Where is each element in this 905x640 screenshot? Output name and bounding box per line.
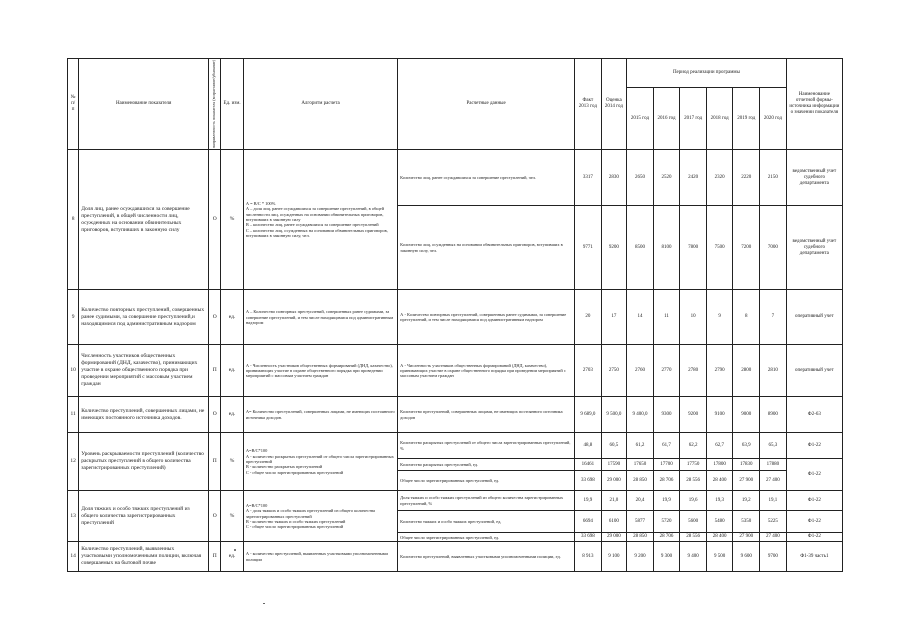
header-direction: направленность показателя (возрастание/убывание) [209, 59, 221, 150]
value-fact: 2703 [575, 345, 602, 397]
indicator-name: Доля лиц, ранее осуждавшихся за совершение преступлений, в общей численности лиц, осужденных на основании обвинительных приговоров, вступивших в законную силу [79, 150, 209, 290]
header-period: Период реализации программы [627, 59, 787, 88]
value-estimate: 60,5 [601, 433, 627, 459]
header-year: 2015 год [627, 88, 654, 150]
value-year: 28 850 [627, 471, 654, 491]
value-year: 2770 [653, 345, 680, 397]
header-year: 2020 год [760, 88, 787, 150]
value-year: 8500 [627, 206, 654, 290]
indicator-name: Уровень раскрываемости преступлений (количество раскрытых преступлений в общего количества зарегистрированных преступлений) [79, 433, 209, 491]
value-year: 28 400 [706, 533, 733, 542]
source-form: оперативный учет [786, 345, 842, 397]
header-calc-data: Расчетные данные [398, 59, 575, 150]
value-year: 7000 [760, 206, 787, 290]
value-year: 19,6 [680, 491, 707, 511]
value-year: 17700 [653, 459, 680, 471]
value-year: 28 556 [680, 533, 707, 542]
value-year: 17650 [627, 459, 654, 471]
calc-data: Количество преступлений, совершенных лицами, не имеющих постоянного источника доходов [398, 397, 575, 433]
calc-data: Количество тяжких и особо тяжких преступлений, ед. [398, 511, 575, 533]
value-year: 61,7 [653, 433, 680, 459]
value-year: 2150 [760, 150, 787, 206]
value-year: 9 400 [680, 542, 707, 572]
value-year: 28 400 [706, 471, 733, 491]
source-form: оперативный учет [786, 290, 842, 345]
row-number: 12 [68, 433, 79, 491]
header-year: 2017 год [680, 88, 707, 150]
indicator-algorithm: А=В/С*100 А - количество раскрытых преступлений от общего числа зарегистрированных преступлений В - количество раскрытых преступлений С - общее число зарегистрированных преступлений [243, 433, 397, 491]
table-row [68, 397, 843, 433]
value-year: 17750 [680, 459, 707, 471]
table-row [68, 345, 843, 397]
value-year: 9 300 [653, 542, 680, 572]
source-form: ведомственный учет судебного департамента [786, 150, 842, 206]
value-year: 27 900 [733, 533, 760, 542]
value-year: 17800 [706, 459, 733, 471]
table-row [68, 433, 843, 459]
value-year: 9000 [733, 397, 760, 433]
value-year: 2520 [653, 150, 680, 206]
value-fact: 19,9 [575, 491, 602, 511]
header-source: Наименование отчетной формы-источника информации о значении показателя [786, 59, 842, 150]
header-year: 2016 год [653, 88, 680, 150]
header-row-top [68, 59, 843, 88]
calc-data: Общее число зарегистрированных преступлений, ед. [398, 471, 575, 491]
value-estimate: 17 [601, 290, 627, 345]
value-year: 8 [733, 290, 760, 345]
row-number: 13 [68, 491, 79, 542]
value-year: 5720 [653, 511, 680, 533]
value-year: 5877 [627, 511, 654, 533]
value-fact: 20 [575, 290, 602, 345]
value-year: 5350 [733, 511, 760, 533]
value-estimate: 2750 [601, 345, 627, 397]
indicator-direction: О [209, 397, 221, 433]
value-estimate: 29 000 [601, 533, 627, 542]
value-year: 2810 [760, 345, 787, 397]
value-year: 9100 [706, 397, 733, 433]
value-year: 9300 [653, 397, 680, 433]
indicators-table [67, 58, 843, 572]
value-fact: 48,8 [575, 433, 602, 459]
value-year: 8100 [653, 206, 680, 290]
value-estimate: 2830 [601, 150, 627, 206]
table-row [68, 150, 843, 206]
calc-data: Количество раскрытых преступлений, ед. [398, 459, 575, 471]
value-year: 9 500 [706, 542, 733, 572]
value-year: 2650 [627, 150, 654, 206]
value-year: 65,3 [760, 433, 787, 459]
value-year: 2800 [733, 345, 760, 397]
table-row [68, 290, 843, 345]
value-estimate: 29 000 [601, 471, 627, 491]
value-year: 5600 [680, 511, 707, 533]
value-estimate: 9200 [601, 206, 627, 290]
table-row [68, 542, 843, 572]
value-estimate: 6100 [601, 511, 627, 533]
value-year: 28 706 [653, 533, 680, 542]
value-year: 5480 [706, 511, 733, 533]
value-year: 7200 [733, 206, 760, 290]
value-year: 7500 [706, 206, 733, 290]
value-year: 19,3 [706, 491, 733, 511]
calc-data: А - Численность участников общественных формирований (ДНД, казачество), принимающих участие в охране общественного порядка при проведении мероприятий с массовым участием граждан [398, 345, 575, 397]
indicator-algorithm: А - Численность участников общественных формирований (ДНД, казачество), принимающих участие в охране общественного порядка при проведении мероприятий с массовым участием граждан [243, 345, 397, 397]
value-estimate: 9 100 [601, 542, 627, 572]
indicator-algorithm: А = В/С * 100% А – доля лиц, ранее осуждавшихся за совершение преступлений, в общей численности лиц, осужденных на основании обвинительных приговоров, вступивших в законную силу В – количество лиц, ранее осуждавшихся за совершение преступлений С – количество лиц, осужденных на основании обвинительных приговоров, вступивших в законную силу, чел. [243, 150, 397, 290]
value-fact: 9771 [575, 206, 602, 290]
value-year: 9 [706, 290, 733, 345]
header-year: 2019 год [733, 88, 760, 150]
source-form: Ф1-22 [786, 533, 842, 542]
value-fact: 3317 [575, 150, 602, 206]
calc-data: Количество лиц, ранее осуждавшихся за совершение преступлений, чел. [398, 150, 575, 206]
value-year: 7800 [680, 206, 707, 290]
value-year: 27 400 [760, 471, 787, 491]
header-fact: Факт 2013 год [575, 59, 602, 150]
header-name: Наименование показателя [79, 59, 209, 150]
value-estimate: 17590 [601, 459, 627, 471]
value-year: 27 900 [733, 471, 760, 491]
value-year: 9 600 [733, 542, 760, 572]
value-year: 19,2 [733, 491, 760, 511]
calc-data: Количество преступлений, выявленных участковыми уполномоченными полиции, ед. [398, 542, 575, 572]
source-form: Ф1-39 часть1 [786, 542, 842, 572]
indicator-direction: О [209, 290, 221, 345]
source-form: Ф2-63 [786, 397, 842, 433]
source-form: ведомственный учет судебного департамента [786, 206, 842, 290]
value-year: 28 850 [627, 533, 654, 542]
header-algorithm: Алгоритм расчета [243, 59, 397, 150]
header-estimate: Оценка 2014 год [601, 59, 627, 150]
scan-speck [234, 549, 236, 551]
value-year: 10 [680, 290, 707, 345]
indicator-unit: ед. [221, 397, 243, 433]
value-year: 27 400 [760, 533, 787, 542]
source-form: Ф1-22 [786, 459, 842, 491]
value-year: 9200 [680, 397, 707, 433]
value-year: 2220 [733, 150, 760, 206]
value-year: 14 [627, 290, 654, 345]
value-year: 2780 [680, 345, 707, 397]
value-estimate: 21,0 [601, 491, 627, 511]
value-year: 11 [653, 290, 680, 345]
indicator-unit: % [221, 150, 243, 290]
value-year: 19,1 [760, 491, 787, 511]
value-year: 19,9 [653, 491, 680, 511]
indicator-direction: О [209, 491, 221, 542]
value-year: 20,4 [627, 491, 654, 511]
source-form: Ф1-22 [786, 433, 842, 459]
header-no: № п/п [68, 59, 79, 150]
value-year: 9 400,0 [627, 397, 654, 433]
calc-data: Количество раскрытых преступлений от общего числа зарегистрированных преступлений, % [398, 433, 575, 459]
value-year: 17830 [733, 459, 760, 471]
value-fact: 33 698 [575, 471, 602, 491]
indicator-algorithm: А=В/С*100 А - доля тяжких и особо тяжких преступлений из общего количества зарегистрированных преступлений В - количество тяжких и особо тяжких преступлений С - общее число зарегистрированных преступлений [243, 491, 397, 542]
value-year: 17880 [760, 459, 787, 471]
value-year: 7 [760, 290, 787, 345]
indicator-name: Количество преступлений, совершенных лицами, не имеющих постоянного источника доходов. [79, 397, 209, 433]
indicator-unit: % [221, 491, 243, 542]
value-fact: 33 698 [575, 533, 602, 542]
row-number: 10 [68, 345, 79, 397]
value-year: 62,7 [706, 433, 733, 459]
source-form: Ф1-22 [786, 491, 842, 511]
indicator-name: Доля тяжких и особо тяжких преступлений из общего количества зарегистрированных преступлений [79, 491, 209, 542]
value-year: 9 200 [627, 542, 654, 572]
row-number: 9 [68, 290, 79, 345]
header-unit: Ед. изм. [221, 59, 243, 150]
value-year: 8900 [760, 397, 787, 433]
row-number: 8 [68, 150, 79, 290]
indicator-direction: П [209, 433, 221, 491]
value-year: 2320 [706, 150, 733, 206]
value-estimate: 9 500,0 [601, 397, 627, 433]
value-year: 63,9 [733, 433, 760, 459]
calc-data: Количество лиц, осужденных на основании обвинительных приговоров, вступивших в законную силу, чел. [398, 206, 575, 290]
source-form: Ф1-22 [786, 511, 842, 533]
value-year: 9700 [760, 542, 787, 572]
calc-data: Доля тяжких и особо тяжких преступлений из общего количества зарегистрированных преступлений, % [398, 491, 575, 511]
value-year: 62,2 [680, 433, 707, 459]
value-year: 2790 [706, 345, 733, 397]
indicator-direction: П [209, 345, 221, 397]
indicator-unit: % [221, 433, 243, 491]
row-number: 11 [68, 397, 79, 433]
indicator-unit: ед. [221, 542, 243, 572]
value-fact: 6694 [575, 511, 602, 533]
indicator-unit: ед. [221, 345, 243, 397]
indicator-name: Численность участников общественных формирований (ДНД, казачество), принимающих участие в охране общественного порядка при проведении мероприятий с массовым участием граждан [79, 345, 209, 397]
indicator-unit: ед. [221, 290, 243, 345]
value-year: 61,2 [627, 433, 654, 459]
indicator-name: Количество преступлений, выявленных участковыми уполномоченными полиции, включая совершаемых на бытовой почве [79, 542, 209, 572]
indicator-direction: П [209, 542, 221, 572]
value-year: 2420 [680, 150, 707, 206]
table-row [68, 491, 843, 511]
indicator-direction: О [209, 150, 221, 290]
value-year: 5225 [760, 511, 787, 533]
calc-data: А - Количество повторных преступлений, совершенных ранее судимыми, за совершение преступлений, и тем числе находящимися под административным надзором [398, 290, 575, 345]
value-year: 28 556 [680, 471, 707, 491]
scan-speck [263, 603, 265, 604]
value-fact: 8 913 [575, 542, 602, 572]
value-fact: 9 689,0 [575, 397, 602, 433]
indicator-algorithm: А – Количество повторных преступлений, совершенных ранее судимыми, за совершение преступлений, и тем числе находящимися под административным надзором [243, 290, 397, 345]
header-year: 2018 год [706, 88, 733, 150]
indicator-algorithm: А= Количество преступлений, совершенных лицами, не имеющих постоянного источника доходов. [243, 397, 397, 433]
value-year: 2760 [627, 345, 654, 397]
value-year: 28 706 [653, 471, 680, 491]
row-number: 14 [68, 542, 79, 572]
indicator-name: Количество повторных преступлений, совершенных ранее судимыми, за совершение преступлений,и находящимися под административным надзором [79, 290, 209, 345]
indicator-algorithm: А - количество преступлений, выявленных участковыми уполномоченными полиции [243, 542, 397, 572]
calc-data: Общее число зарегистрированных преступлений, ед. [398, 533, 575, 542]
value-fact: 16461 [575, 459, 602, 471]
